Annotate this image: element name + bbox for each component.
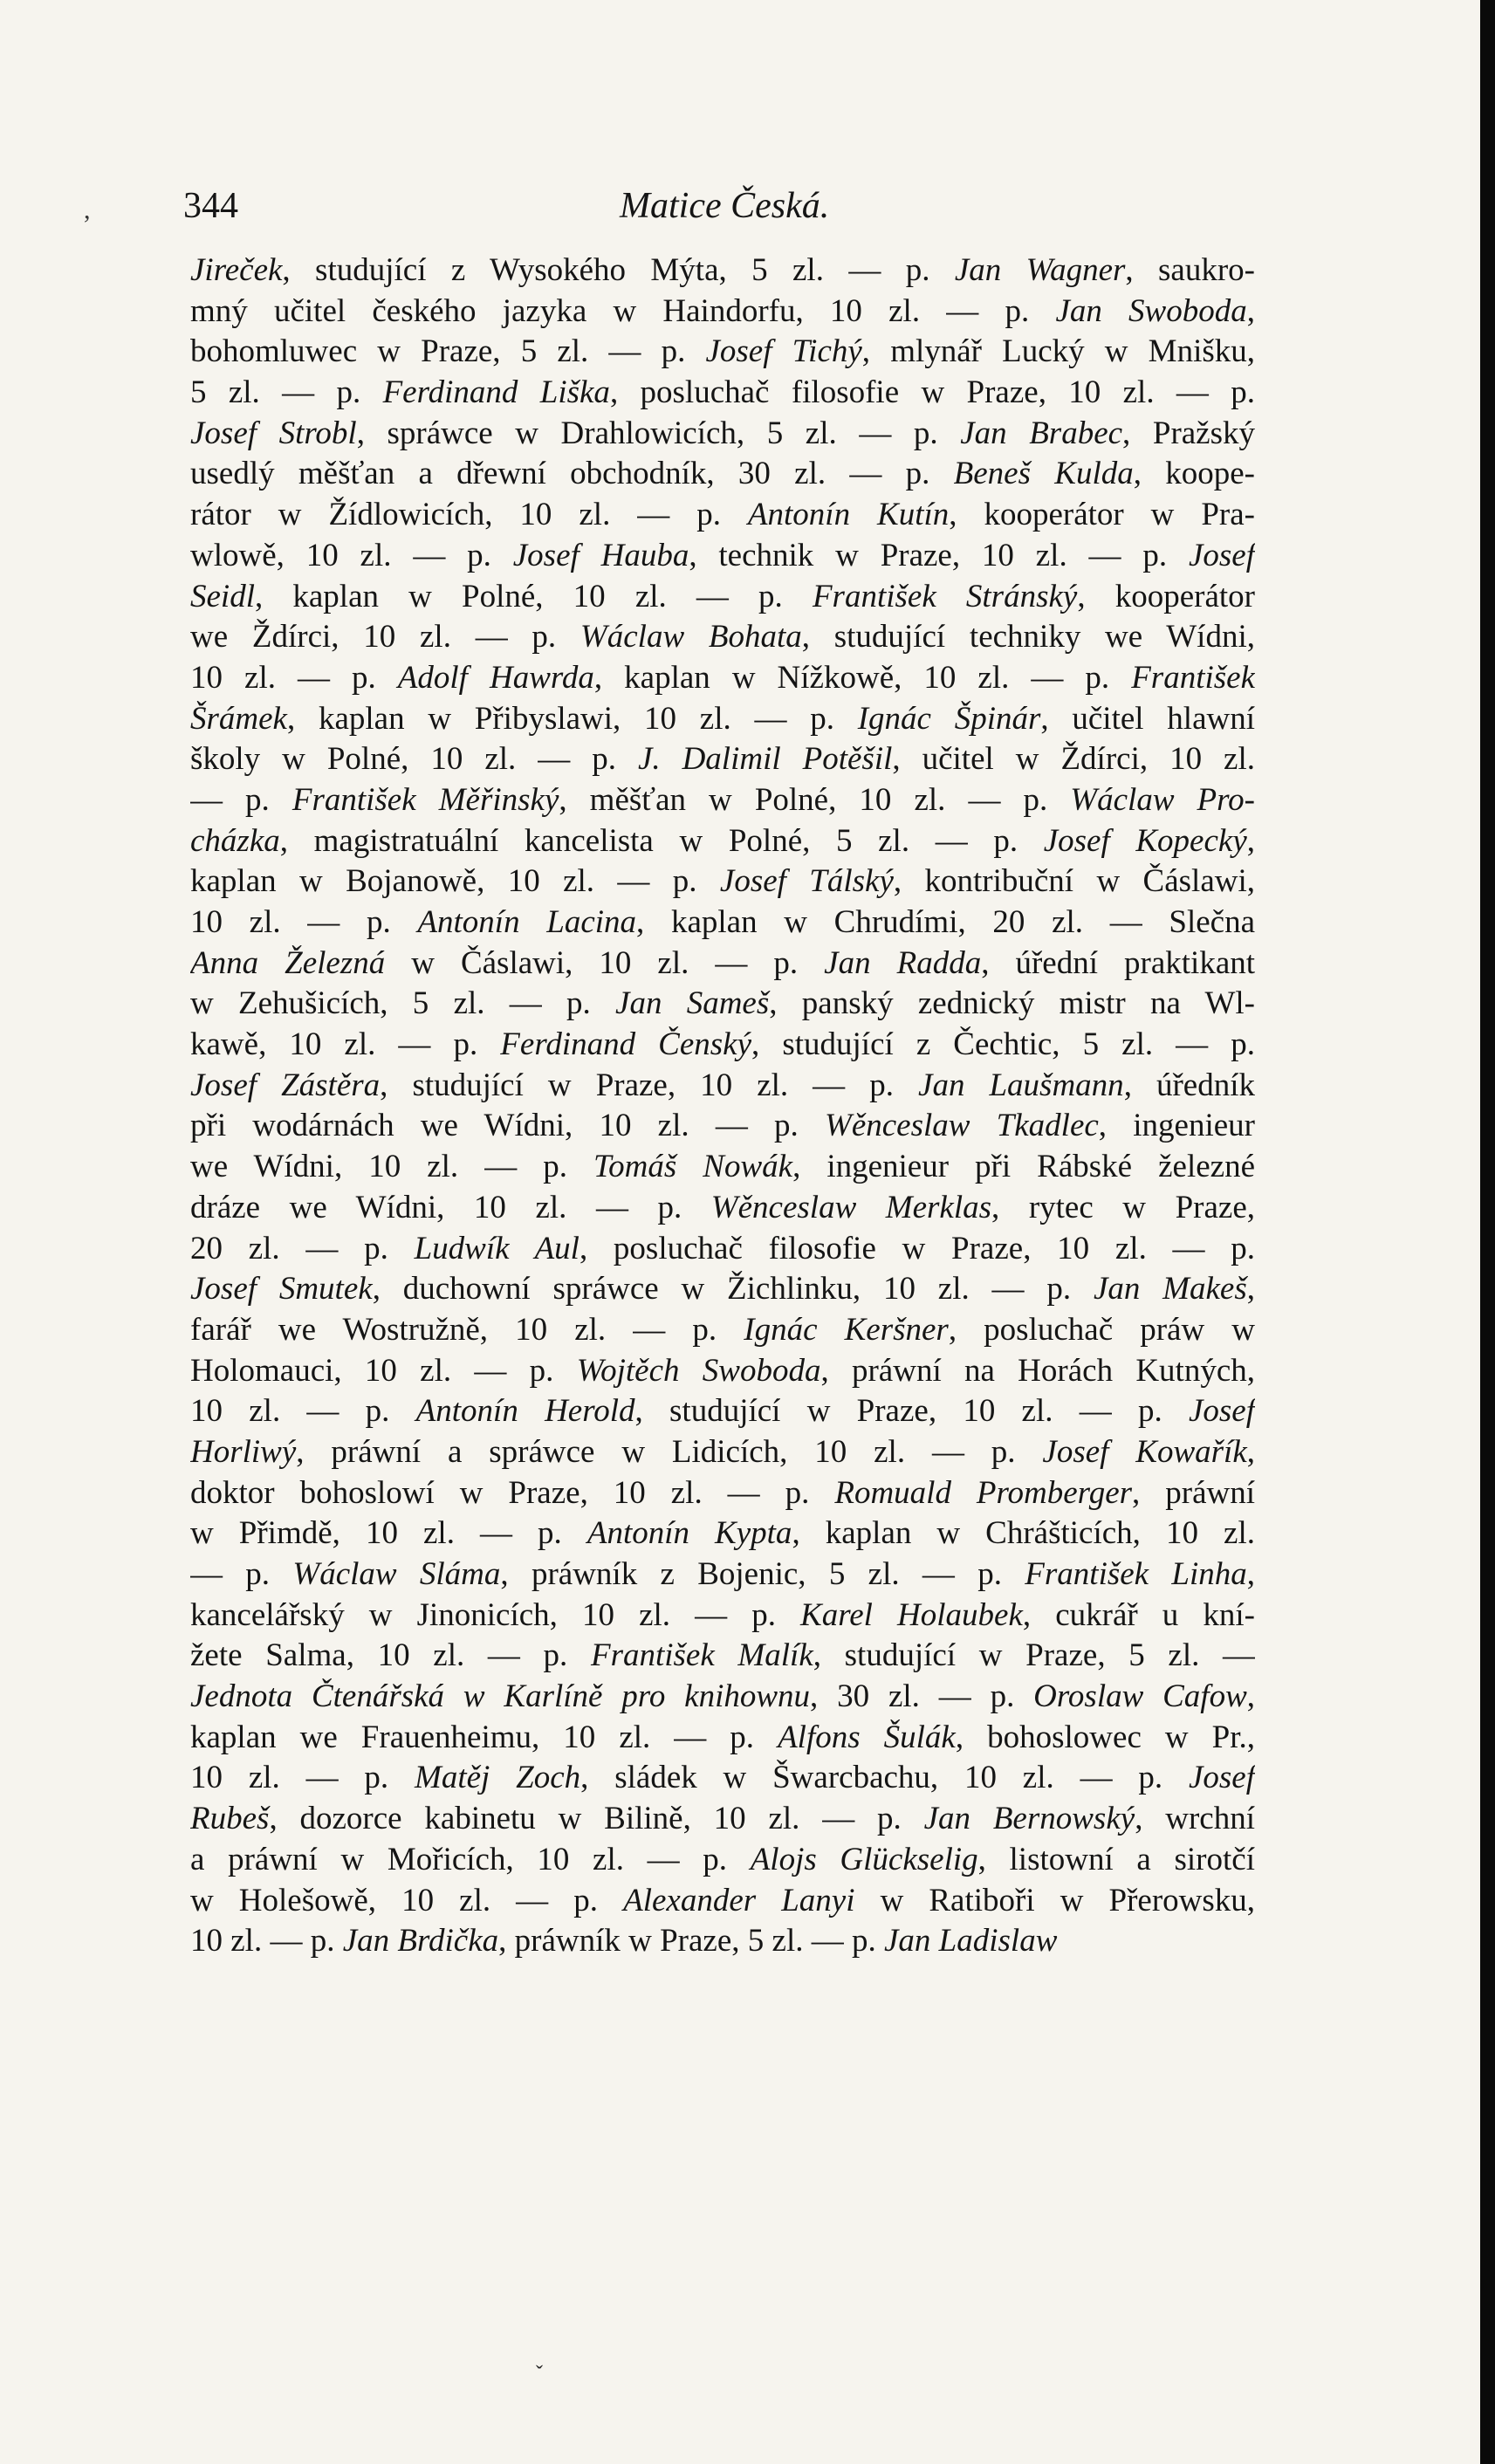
text-line [190, 1269, 1255, 1310]
text-segment: , magistratuální kancelista w Polné, 5 zl. — p. [279, 822, 1044, 859]
text-segment: , kaplan w Polné, 10 zl. — p. [254, 578, 813, 614]
text-segment: , Pražský [1122, 415, 1255, 451]
text-line [190, 821, 1255, 862]
text-segment: , technik w Praze, 10 zl. — p. [689, 537, 1189, 573]
text-line [190, 1106, 1255, 1147]
text-segment: dráze we Wídni, 10 zl. — p. [190, 1189, 711, 1225]
text-segment: farář we Wostružně, 10 zl. — p. [190, 1311, 744, 1348]
italic-name-segment: František [1131, 659, 1255, 696]
italic-name-segment: Wáclaw Bohata [579, 619, 802, 655]
text-segment: w Přimdě, 10 zl. — p. [190, 1515, 587, 1552]
text-segment: w Holešowě, 10 zl. — p. [190, 1882, 624, 1918]
text-segment: w Zehušicích, 5 zl. — p. [190, 985, 616, 1022]
text-segment: 10 zl. — p. [190, 904, 418, 940]
italic-name-segment: Jednota Čtenářská w Karlíně pro knihownu [190, 1678, 811, 1715]
text-segment: a práwní w Mořicích, 10 zl. — p. [190, 1841, 751, 1877]
text-segment: , studující z Čechtic, 5 zl. — p. [751, 1026, 1255, 1063]
italic-name-segment: Alfons Šulák [778, 1719, 956, 1755]
italic-name-segment: Matěj Zoch [415, 1760, 581, 1796]
text-line [190, 739, 1255, 780]
italic-name-segment: Alojs Glückselig [750, 1841, 978, 1877]
text-segment: kawě, 10 zl. — p. [190, 1026, 501, 1063]
scan-edge [1480, 0, 1495, 2464]
italic-name-segment: Josef Hauba [512, 537, 689, 573]
margin-speck-mark: , [84, 196, 91, 224]
text-segment: w Ratiboři w Přerowsku, [854, 1882, 1255, 1918]
text-line [190, 292, 1255, 333]
text-segment: , učitel hlawní [1040, 700, 1255, 737]
text-segment: , saukro- [1125, 252, 1255, 288]
text-segment: 5 zl. — p. [190, 374, 383, 411]
italic-name-segment: Josef Zástěra [190, 1067, 381, 1103]
text-line [190, 1677, 1255, 1718]
text-segment: , sládek w Šwarcbachu, 10 zl. — p. [580, 1760, 1189, 1796]
text-line [190, 617, 1255, 658]
italic-name-segment: Josef Tálský [719, 863, 894, 900]
text-line [190, 780, 1255, 821]
text-segment: , ingenieur [1098, 1108, 1255, 1144]
text-segment: — p. [190, 1556, 293, 1592]
italic-name-segment: Wojtěch Swoboda [576, 1352, 821, 1389]
italic-name-segment: Ignác Špinár [857, 700, 1041, 737]
italic-name-segment: Wěnceslaw Merklas [710, 1189, 992, 1225]
text-segment: , rytec w Praze, [991, 1189, 1255, 1225]
text-segment: , posluchač práw w [948, 1311, 1255, 1348]
text-segment: , práwní a spráwce w Lidicích, 10 zl. — p. [296, 1433, 1043, 1470]
text-line [190, 251, 1255, 292]
italic-name-segment: František Linha [1025, 1556, 1247, 1592]
text-line [190, 1188, 1255, 1229]
text-segment: w Čáslawi, 10 zl. — p. [385, 944, 825, 981]
italic-name-segment: Antonín Kypta [586, 1515, 792, 1552]
text-segment: , úřední praktikant [981, 944, 1255, 981]
text-segment: , studující w Praze, 5 zl. — [813, 1637, 1255, 1674]
text-segment: wlowě, 10 zl. — p. [190, 537, 513, 573]
text-line [190, 1840, 1255, 1881]
text-line [190, 658, 1255, 699]
italic-name-segment: Jan Swoboda [1055, 292, 1247, 329]
text-segment: , kooperátor [1077, 578, 1255, 614]
text-line [190, 1351, 1255, 1392]
text-segment: — p. [190, 781, 292, 818]
text-line [190, 536, 1255, 577]
italic-name-segment: Antonín Lacina [417, 904, 637, 940]
text-segment: , práwník w Praze, 5 zl. — p. [498, 1923, 884, 1960]
text-segment: mný učitel českého jazyka w Haindorfu, 10 zl. — p. [190, 292, 1056, 329]
italic-name-segment: Josef Kowařík [1042, 1433, 1247, 1470]
text-line [190, 373, 1255, 414]
italic-name-segment: Jan Wagner [954, 252, 1126, 288]
text-segment: , posluchač filosofie w Praze, 10 zl. — p. [609, 374, 1255, 411]
italic-name-segment: Karel Holaubek [800, 1596, 1023, 1633]
italic-name-segment: Josef Tichý [705, 333, 862, 370]
text-line [190, 495, 1255, 536]
text-segment: doktor bohoslowí w Praze, 10 zl. — p. [190, 1474, 835, 1511]
text-segment: , [1246, 1678, 1255, 1715]
text-segment: , měšťan w Polné, 10 zl. — p. [559, 781, 1071, 818]
italic-name-segment: Antonín Herold [415, 1393, 635, 1430]
page-header [183, 185, 1248, 237]
italic-name-segment: Josef [1188, 1760, 1255, 1796]
text-line [190, 1881, 1255, 1922]
italic-name-segment: František Měřinský [291, 781, 559, 818]
text-line [190, 1636, 1255, 1677]
italic-name-segment: Jan Sameš [615, 985, 770, 1022]
text-line [190, 944, 1255, 985]
text-segment: , spráwce w Drahlowicích, 5 zl. — p. [356, 415, 961, 451]
italic-name-segment: Rubeš [190, 1801, 270, 1837]
italic-name-segment: Horliwý [190, 1433, 297, 1470]
italic-name-segment: Jan Brabec [960, 415, 1123, 451]
italic-name-segment: Ignác Keršner [744, 1311, 949, 1348]
text-segment: , ingenieur při Rábské železné [792, 1149, 1255, 1185]
text-line [190, 1513, 1255, 1555]
italic-name-segment: Jan Brdička [342, 1923, 499, 1960]
running-title: Matice Česká. [620, 186, 830, 226]
text-segment: , cukrář u kní- [1022, 1596, 1255, 1633]
italic-name-segment: Wěnceslaw Tkadlec [825, 1108, 1099, 1144]
text-segment: při wodárnách we Wídni, 10 zl. — p. [190, 1108, 826, 1144]
italic-name-segment: Jan Makeš [1093, 1271, 1247, 1307]
text-segment: , učitel w Ždírci, 10 zl. [892, 741, 1255, 778]
italic-name-segment: Alexander Lanyi [623, 1882, 855, 1918]
text-line [190, 1066, 1255, 1107]
italic-name-segment: František Malík [590, 1637, 813, 1674]
text-segment: 10 zl. — p. [190, 1760, 415, 1796]
text-segment: , panský zednický mistr na Wl- [769, 985, 1255, 1022]
italic-name-segment: František Stránský [812, 578, 1078, 614]
page-number: 344 [183, 186, 238, 226]
italic-name-segment: Anna Železná [190, 944, 386, 981]
text-line [190, 332, 1255, 373]
italic-name-segment: Seidl [190, 578, 255, 614]
italic-name-segment: Josef Strobl [190, 415, 357, 451]
text-line [190, 984, 1255, 1025]
text-line [190, 1432, 1255, 1473]
text-segment: , kaplan w Chrášticích, 10 zl. [792, 1515, 1255, 1552]
italic-name-segment: Jan Bernowský [923, 1801, 1135, 1837]
text-segment: , kontribuční w Čáslawi, [893, 863, 1255, 900]
text-segment: , studující techniky we Wídni, [801, 619, 1255, 655]
text-line [190, 1310, 1255, 1351]
text-line [190, 1799, 1255, 1840]
italic-name-segment: Šrámek [190, 700, 287, 737]
text-segment: , mlynář Lucký w Mnišku, [861, 333, 1255, 370]
text-segment: , listowní a sirotčí [977, 1841, 1255, 1877]
text-segment: , práwní [1132, 1474, 1255, 1511]
text-segment: , [1246, 1556, 1255, 1592]
text-line [190, 699, 1255, 740]
text-line [190, 1391, 1255, 1432]
text-segment: , práwník z Bojenic, 5 zl. — p. [500, 1556, 1025, 1592]
text-segment: 10 zl. — p. [190, 659, 398, 696]
text-segment: 10 zl. — p. [190, 1923, 343, 1960]
text-segment: školy w Polné, 10 zl. — p. [190, 741, 638, 778]
text-line [190, 903, 1255, 944]
text-segment: , práwní na Horách Kutných, [820, 1352, 1255, 1389]
italic-name-segment: J. Dalimil Potěšil [637, 741, 893, 778]
text-line [190, 1229, 1255, 1270]
italic-name-segment: Wáclaw Pro- [1070, 781, 1255, 818]
italic-name-segment: cházka [190, 822, 280, 859]
text-segment: , kaplan w Přibyslawi, 10 zl. — p. [286, 700, 858, 737]
italic-name-segment: Josef [1188, 537, 1255, 573]
text-line [190, 1758, 1255, 1799]
italic-name-segment: Beneš Kulda [953, 456, 1134, 492]
text-line [190, 1718, 1255, 1759]
text-segment: žete Salma, 10 zl. — p. [190, 1637, 591, 1674]
text-line [190, 1596, 1255, 1637]
text-segment: usedlý měšťan a dřewní obchodník, 30 zl. — p. [190, 456, 954, 492]
text-segment: , kaplan w Nížkowě, 10 zl. — p. [593, 659, 1132, 696]
text-segment: , [1246, 822, 1255, 859]
text-segment: , wrchní [1135, 1801, 1255, 1837]
italic-name-segment: Ferdinand Liška [382, 374, 610, 411]
italic-name-segment: Tomáš Nowák [593, 1149, 793, 1185]
italic-name-segment: Jireček [190, 252, 283, 288]
text-segment: we Wídni, 10 zl. — p. [190, 1149, 593, 1185]
text-segment: , posluchač filosofie w Praze, 10 zl. — p. [579, 1230, 1255, 1266]
text-line [190, 1025, 1255, 1066]
text-segment: rátor w Žídlowicích, 10 zl. — p. [190, 497, 748, 533]
italic-name-segment: Jan Ladislaw [883, 1923, 1058, 1960]
text-segment: , [1246, 292, 1255, 329]
italic-name-segment: Josef Kopecký [1043, 822, 1247, 859]
italic-name-segment: Jan Radda [824, 944, 982, 981]
text-segment: , kooperátor w Pra- [949, 497, 1255, 533]
text-segment: , kaplan w Chrudími, 20 zl. — Slečna [636, 904, 1255, 940]
italic-name-segment: Adolf Hawrda [397, 659, 594, 696]
body-text [190, 251, 1255, 1962]
italic-name-segment: Oroslaw Cafow [1033, 1678, 1247, 1715]
text-segment: Holomauci, 10 zl. — p. [190, 1352, 577, 1389]
text-line [190, 1473, 1255, 1514]
text-segment: we Ždírci, 10 zl. — p. [190, 619, 580, 655]
print-speck-mark: ˇ [536, 2363, 543, 2385]
text-segment: , studující w Praze, 10 zl. — p. [634, 1393, 1189, 1430]
italic-name-segment: Josef Smutek [190, 1271, 373, 1307]
text-segment: , [1246, 1271, 1255, 1307]
italic-name-segment: Ferdinand Čenský [500, 1026, 752, 1063]
text-segment: , duchowní spráwce w Žichlinku, 10 zl. — p. [372, 1271, 1094, 1307]
text-segment: , [1246, 1433, 1255, 1470]
italic-name-segment: Antonín Kutín [747, 497, 950, 533]
text-segment: kaplan w Bojanowě, 10 zl. — p. [190, 863, 720, 900]
text-segment: , bohoslowec w Pr., [955, 1719, 1255, 1755]
text-segment: kancelářský w Jinonicích, 10 zl. — p. [190, 1596, 801, 1633]
text-line [190, 414, 1255, 455]
italic-name-segment: Ludwík Aul [414, 1230, 579, 1266]
italic-name-segment: Josef [1188, 1393, 1255, 1430]
text-line [190, 1921, 1255, 1962]
text-segment: , úředník [1123, 1067, 1255, 1103]
text-segment: 20 zl. — p. [190, 1230, 415, 1266]
text-segment: , koope- [1133, 456, 1255, 492]
text-line [190, 454, 1255, 495]
text-line [190, 1555, 1255, 1596]
text-segment: , dozorce kabinetu w Bilině, 10 zl. — p. [269, 1801, 924, 1837]
text-segment: 10 zl. — p. [190, 1393, 416, 1430]
text-segment: , studující w Praze, 10 zl. — p. [380, 1067, 919, 1103]
text-segment: , 30 zl. — p. [810, 1678, 1034, 1715]
text-line [190, 577, 1255, 618]
italic-name-segment: Jan Laušmann [918, 1067, 1124, 1103]
text-line [190, 861, 1255, 903]
text-segment: kaplan we Frauenheimu, 10 zl. — p. [190, 1719, 778, 1755]
text-segment: bohomluwec w Praze, 5 zl. — p. [190, 333, 706, 370]
italic-name-segment: Wáclaw Sláma [292, 1556, 501, 1592]
italic-name-segment: Romuald Promberger [834, 1474, 1133, 1511]
text-line [190, 1147, 1255, 1188]
text-segment: , studující z Wysokého Mýta, 5 zl. — p. [282, 252, 955, 288]
